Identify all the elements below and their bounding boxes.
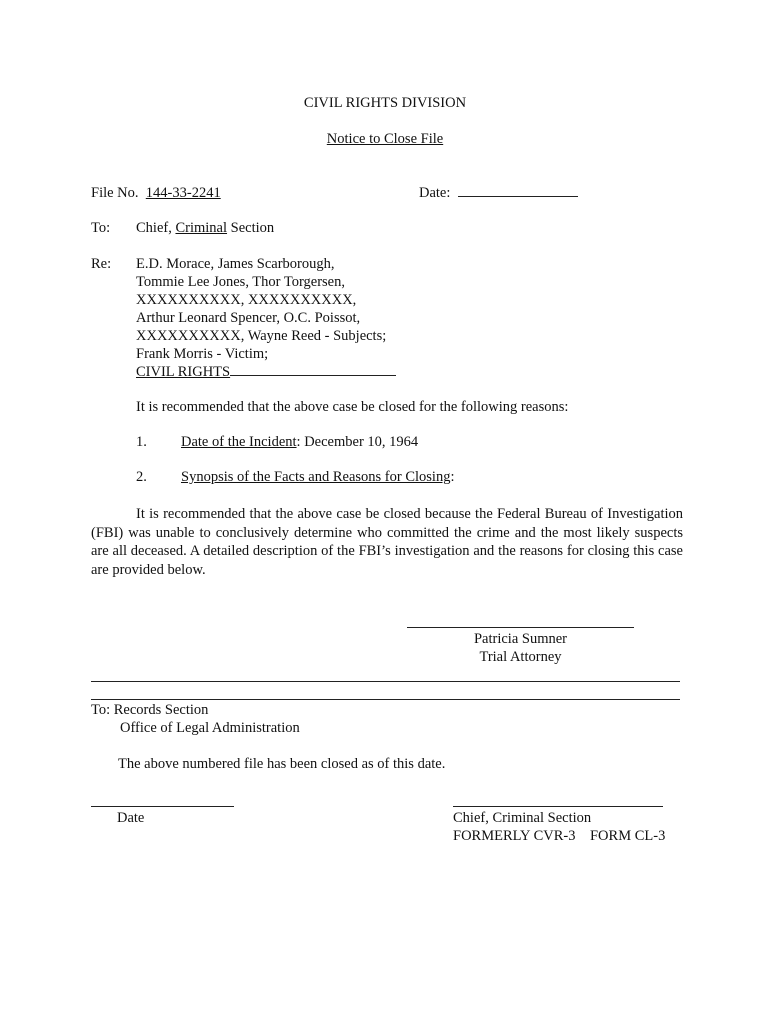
records-to-line: To: Records Section <box>91 702 209 718</box>
division-title: CIVIL RIGHTS DIVISION <box>303 95 467 111</box>
notice-title-text: Notice to Close File <box>326 131 444 147</box>
re-line-1: E.D. Morace, James Scarborough, <box>136 256 335 272</box>
item1-label: Date of the Incident <box>181 434 297 450</box>
re-line-5: XXXXXXXXXX, Wayne Reed - Subjects; <box>136 328 387 344</box>
file-number-row <box>91 184 221 202</box>
item1-text <box>181 433 418 451</box>
closing-paragraph: It is recommended that the above case be closed because the Federal Bureau of Investigation (FBI) was unable to conclusively determine who committed the crime and the most likely suspects are all deceased. A detailed description of the FBI’s investigation and the reasons for closing this case are provided below. <box>91 506 683 578</box>
closed-statement: The above numbered file has been closed as of this date. <box>118 756 446 772</box>
notice-title <box>0 130 770 148</box>
chief-signature-line <box>453 806 663 807</box>
item2-suffix: : <box>450 469 455 485</box>
date-signature-line <box>91 806 234 807</box>
records-office: Office of Legal Administration <box>120 720 300 736</box>
date-label: Date: <box>419 185 451 201</box>
re-line-3: XXXXXXXXXX, XXXXXXXXXX, <box>136 292 357 308</box>
item2-text <box>181 468 454 486</box>
recommendation-text: It is recommended that the above case be closed for the following reasons: <box>136 399 569 415</box>
re-line-6: Frank Morris - Victim; <box>136 346 269 362</box>
date-blank <box>458 196 578 197</box>
re-line-4: Arthur Leonard Spencer, O.C. Poissot, <box>136 310 361 326</box>
to-prefix: Chief, <box>136 220 176 236</box>
to-label: To: <box>91 220 111 236</box>
signature-line <box>407 627 634 628</box>
file-no-value: 144-33-2241 <box>145 185 221 201</box>
signature-name: Patricia Sumner <box>473 631 568 647</box>
item2-label: Synopsis of the Facts and Reasons for Closing <box>181 469 451 485</box>
form-label: FORMERLY CVR-3 FORM CL-3 <box>453 828 666 844</box>
separator-line-2 <box>91 699 680 700</box>
to-suffix: Section <box>227 220 275 236</box>
to-recipient <box>136 219 274 237</box>
to-criminal: Criminal <box>175 220 228 236</box>
footer-date-label: Date <box>117 810 145 826</box>
re-line-2: Tommie Lee Jones, Thor Torgersen, <box>136 274 345 290</box>
civil-rights-label: CIVIL RIGHTS <box>136 364 231 380</box>
signature-title: Trial Attorney <box>479 649 562 665</box>
subject-blank <box>230 375 396 376</box>
separator-line-1 <box>91 681 680 682</box>
item1-value: : December 10, 1964 <box>296 434 419 450</box>
item1-number: 1. <box>136 434 147 450</box>
date-row <box>419 184 578 202</box>
file-no-label: File No. <box>91 185 139 201</box>
chief-label: Chief, Criminal Section <box>453 810 592 826</box>
re-subject-line <box>136 363 396 381</box>
re-label: Re: <box>91 256 112 272</box>
item2-number: 2. <box>136 469 147 485</box>
